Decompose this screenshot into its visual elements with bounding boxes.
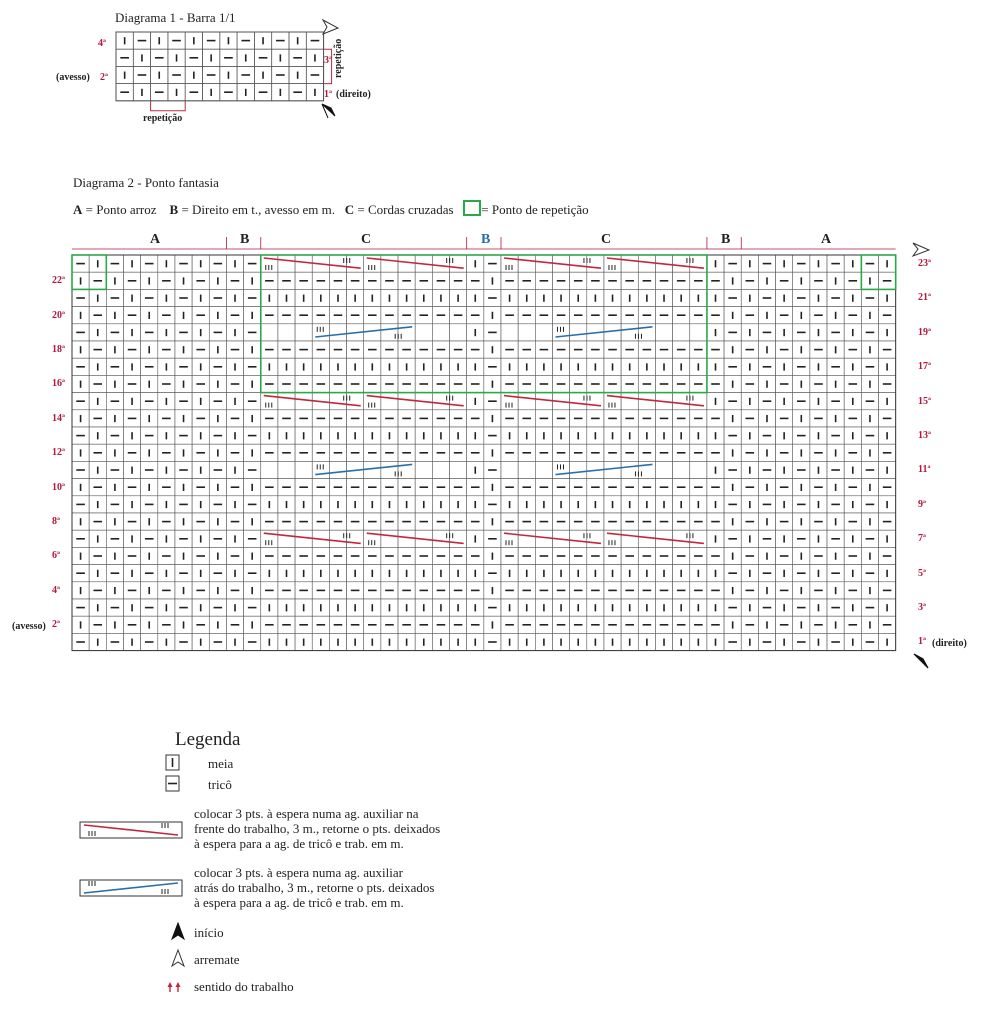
d2-right-row-label: 23ª	[918, 258, 931, 269]
d2-cell	[518, 530, 535, 547]
d2-right-row-label: 15ª	[918, 395, 931, 407]
d2-cell	[432, 461, 449, 478]
d2-cell	[381, 393, 398, 410]
d2-right-row-label: 7ª	[918, 533, 926, 545]
d2-cell	[261, 324, 278, 341]
section-b-left: B	[240, 232, 250, 247]
d2-cell	[604, 393, 621, 410]
d2-left-row-label: 2ª	[52, 619, 60, 631]
key-b-text: = Direito em t., avesso em m.	[181, 202, 335, 217]
d2-left-row-label: 14ª	[52, 412, 65, 424]
d2-cell	[690, 255, 707, 272]
d2-cell	[450, 461, 467, 478]
d2-cell	[518, 324, 535, 341]
d2-cell	[655, 461, 672, 478]
d2-cell	[295, 324, 312, 341]
d2-cell	[312, 324, 329, 341]
d2-cell	[655, 324, 672, 341]
d2-cell	[398, 461, 415, 478]
d2-cell	[381, 530, 398, 547]
d2-cell	[690, 461, 707, 478]
d2-cell	[587, 530, 604, 547]
d2-cell	[329, 461, 346, 478]
section-b-mid: B	[481, 232, 491, 247]
key-c-letter: C	[344, 202, 355, 217]
d2-avesso-label: (avesso)	[12, 621, 46, 632]
d2-cell	[278, 461, 295, 478]
d2-left-row-label: 6ª	[52, 550, 60, 562]
d2-cell	[278, 393, 295, 410]
d2-left-row-label: 18ª	[52, 344, 65, 355]
d1-arremate-icon	[323, 20, 338, 34]
d2-right-row-label: 19ª	[918, 326, 931, 338]
section-a-right: A	[821, 232, 832, 247]
d2-cell	[329, 255, 346, 272]
d2-cell	[621, 255, 638, 272]
d2-cell	[570, 530, 587, 547]
legend-direction-text: sentido do trabalho	[194, 979, 294, 994]
d2-cell	[621, 530, 638, 547]
section-a-left: A	[150, 232, 161, 247]
d2-cell	[690, 530, 707, 547]
d1-repeat-bottom-label: repetição	[143, 113, 183, 124]
d2-cell	[278, 324, 295, 341]
d2-cell	[518, 255, 535, 272]
d2-direito-label: (direito)	[932, 638, 967, 649]
d2-cell	[415, 461, 432, 478]
d2-cell	[638, 461, 655, 478]
d1-inicio-icon	[322, 104, 335, 118]
diagram2-title: Diagrama 2 - Ponto fantasia	[73, 175, 219, 190]
direction-arrowhead-icon	[176, 982, 181, 987]
d2-cell	[552, 461, 569, 478]
d1-repeat-bracket-right	[324, 49, 332, 83]
d2-cell	[432, 393, 449, 410]
d2-cell	[450, 393, 467, 410]
d2-right-row-label: 3ª	[918, 602, 926, 613]
d2-cell	[673, 393, 690, 410]
d2-cell	[278, 530, 295, 547]
d2-cell	[690, 324, 707, 341]
d2-right-row-label: 17ª	[918, 361, 931, 373]
legend-cable-back-text: colocar 3 pts. à espera numa ag. auxiliar atrás do trabalho, 3 m., retorne o pts. deixados à espera para a ag. de tricô e trab. em m.	[194, 865, 435, 910]
section-c-right: C	[601, 232, 612, 247]
d1-avesso-label: (avesso)	[56, 72, 90, 83]
d1-direito-label: (direito)	[336, 89, 371, 100]
legend-title: Legenda	[175, 729, 241, 750]
legend-trico-text: tricô	[208, 777, 232, 792]
d2-cell	[329, 530, 346, 547]
d2-cell	[364, 393, 381, 410]
d2-cell	[570, 324, 587, 341]
key-repeat-text: = Ponto de repetição	[481, 202, 589, 217]
d2-cell	[501, 324, 518, 341]
d2-cell	[535, 461, 552, 478]
key-a-letter: A	[73, 202, 83, 217]
key-a-text: = Ponto arroz	[85, 202, 157, 217]
d2-cell	[312, 461, 329, 478]
d2-cell	[673, 530, 690, 547]
d1-repeat-bracket-bottom	[151, 101, 186, 111]
d1-repeat-right-label: repetição	[333, 38, 344, 78]
d2-cell	[450, 324, 467, 341]
d2-cell	[261, 255, 278, 272]
d2-cell	[690, 393, 707, 410]
d2-right-row-label: 1ª	[918, 636, 926, 648]
section-b-right: B	[721, 232, 731, 247]
d2-cell	[398, 324, 415, 341]
d2-cell	[638, 324, 655, 341]
d2-cell	[673, 461, 690, 478]
d2-cell	[415, 324, 432, 341]
d2-cell	[501, 255, 518, 272]
key-c-text: = Cordas cruzadas	[357, 202, 454, 217]
d2-cell	[261, 461, 278, 478]
d2-cell	[673, 255, 690, 272]
d2-left-row-label: 20ª	[52, 309, 65, 321]
d1-row-3-label: 3ª	[324, 55, 332, 66]
d2-cell	[570, 393, 587, 410]
d2-left-row-label: 10ª	[52, 481, 65, 493]
d2-arremate-icon	[913, 243, 929, 256]
d2-cell	[261, 393, 278, 410]
d1-row-2-label: 2ª	[100, 72, 108, 83]
d2-cell	[261, 530, 278, 547]
d2-cell	[673, 324, 690, 341]
d2-left-row-label: 8ª	[52, 516, 60, 527]
d2-left-row-label: 4ª	[52, 584, 60, 596]
d2-cell	[450, 255, 467, 272]
section-c-left: C	[361, 232, 372, 247]
d2-cell	[535, 324, 552, 341]
d2-left-row-label: 12ª	[52, 447, 65, 459]
d2-right-row-label: 5ª	[918, 567, 926, 579]
d2-cell	[381, 255, 398, 272]
d2-cell	[278, 255, 295, 272]
d2-cell	[587, 255, 604, 272]
d2-left-row-label: 16ª	[52, 378, 65, 390]
d1-row-4-label: 4ª	[98, 38, 106, 49]
d2-cell	[347, 255, 364, 272]
d2-cell	[587, 393, 604, 410]
legend-inicio-text: início	[194, 925, 224, 940]
d2-cell	[432, 324, 449, 341]
d2-cell	[329, 393, 346, 410]
diagram1-title: Diagrama 1 - Barra 1/1	[115, 10, 236, 25]
d2-right-row-label: 21ª	[918, 292, 931, 304]
d2-cell	[501, 530, 518, 547]
d2-cell	[501, 393, 518, 410]
d2-cell	[604, 255, 621, 272]
key-b-letter: B	[169, 202, 179, 217]
d2-cell	[364, 255, 381, 272]
legend-cable-front-text: colocar 3 pts. à espera numa ag. auxiliar na frente do trabalho, 3 m., retorne o pts. deixados à espera para a ag. de tricô e trab. em m.	[194, 806, 441, 851]
legend-arremate-text: arremate	[194, 952, 240, 967]
d2-cell	[518, 393, 535, 410]
d2-left-row-label: 22ª	[52, 275, 65, 287]
d2-right-row-label: 13ª	[918, 430, 931, 441]
d2-cell	[570, 255, 587, 272]
arremate-icon	[172, 950, 184, 966]
inicio-icon	[172, 923, 184, 939]
d2-cell	[570, 461, 587, 478]
d2-cell	[347, 393, 364, 410]
d2-cell	[501, 461, 518, 478]
d2-inicio-icon	[914, 654, 928, 668]
d2-right-row-label: 11ª	[918, 464, 931, 476]
d2-cell	[552, 324, 569, 341]
d2-cell	[432, 530, 449, 547]
d2-cell	[295, 461, 312, 478]
d2-cell	[518, 461, 535, 478]
d1-row-1-label: 1ª	[324, 89, 332, 100]
d2-cell	[364, 530, 381, 547]
direction-arrowhead-icon	[168, 982, 173, 987]
d2-cell	[329, 324, 346, 341]
d2-cell	[621, 393, 638, 410]
d2-cell	[450, 530, 467, 547]
legend-meia-text: meia	[208, 756, 234, 771]
d2-cell	[347, 530, 364, 547]
d2-cell	[432, 255, 449, 272]
d2-cell	[604, 530, 621, 547]
d2-right-row-label: 9ª	[918, 498, 926, 510]
